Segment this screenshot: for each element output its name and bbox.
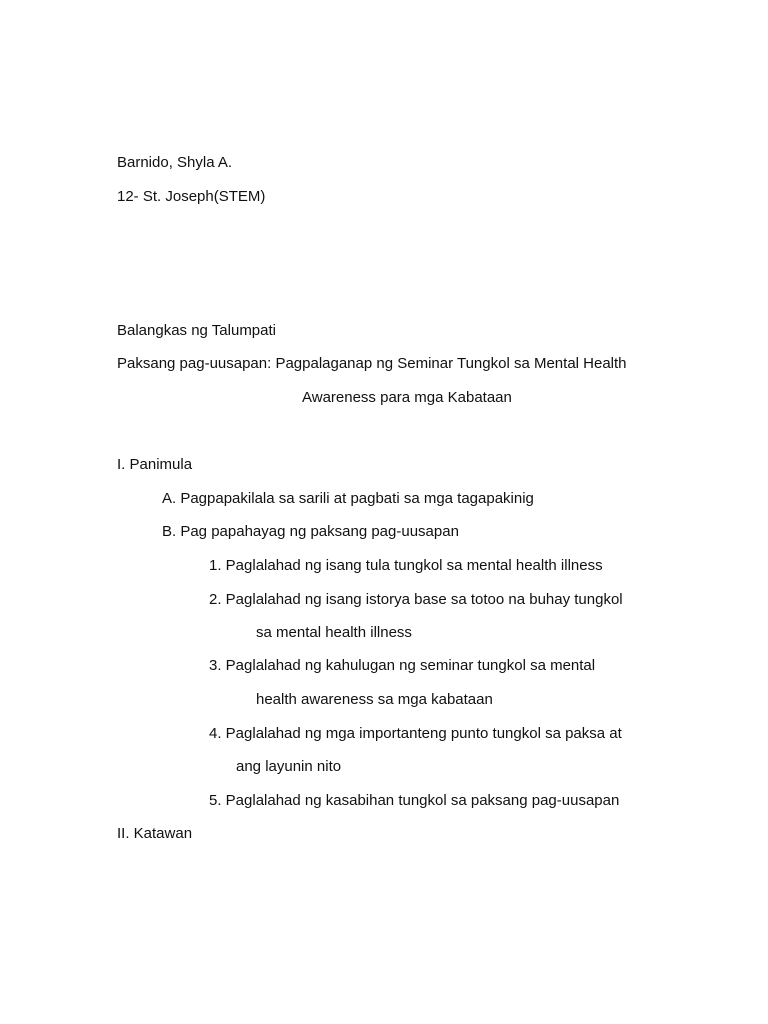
student-name: Barnido, Shyla A.	[117, 154, 233, 171]
subitem-4-line-2: ang layunin nito	[236, 758, 342, 775]
intro-item-b: B. Pag papahayag ng paksang pag-uusapan	[162, 523, 459, 540]
outline-title: Balangkas ng Talumpati	[117, 322, 276, 339]
topic-line-1: Paksang pag-uusapan: Pagpalaganap ng Seminar Tungkol sa Mental Health	[117, 355, 627, 372]
subitem-2-line-1: 2. Paglalahad ng isang istorya base sa totoo na buhay tungkol	[209, 591, 623, 608]
body-heading: II. Katawan	[117, 825, 193, 842]
subitem-4-line-1: 4. Paglalahad ng mga importanteng punto tungkol sa paksa at	[209, 725, 622, 742]
topic-line-2: Awareness para mga Kabataan	[302, 389, 512, 406]
subitem-5: 5. Paglalahad ng kasabihan tungkol sa paksang pag-uusapan	[209, 792, 620, 809]
subitem-2-line-2: sa mental health illness	[256, 624, 412, 641]
intro-heading: I. Panimula	[117, 456, 193, 473]
subitem-3-line-1: 3. Paglalahad ng kahulugan ng seminar tungkol sa mental	[209, 657, 596, 674]
subitem-3-line-2: health awareness sa mga kabataan	[256, 691, 493, 708]
subitem-1: 1. Paglalahad ng isang tula tungkol sa mental health illness	[209, 557, 603, 574]
student-section: 12- St. Joseph(STEM)	[117, 188, 266, 205]
intro-item-a: A. Pagpapakilala sa sarili at pagbati sa mga tagapakinig	[162, 490, 534, 507]
